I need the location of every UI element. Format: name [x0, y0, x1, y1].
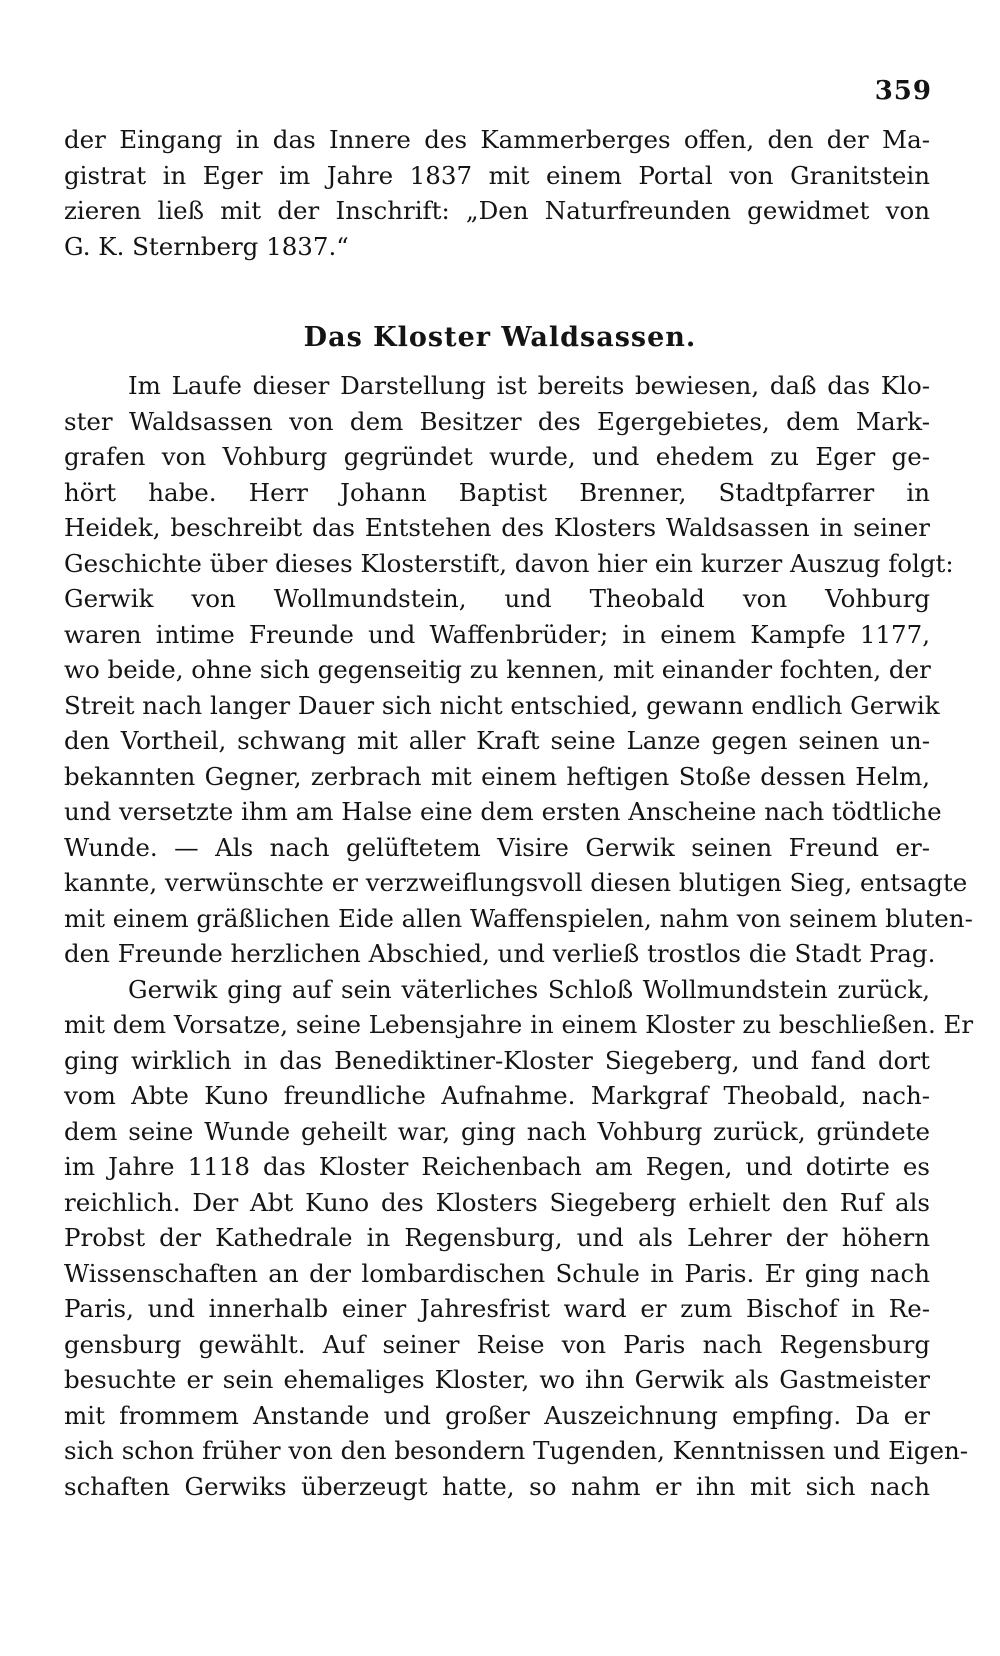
section-heading: Das Kloster Waldsassen.	[303, 322, 697, 353]
text-line: Probst der Kathedrale in Regensburg, und als Lehrer der höhern	[64, 1223, 930, 1252]
text-line: den Freunde herzlichen Abschied, und verließ trostlos die Stadt Prag.	[64, 939, 936, 968]
text-line: ster Waldsassen von dem Besitzer des Egergebietes, dem Mark-	[64, 406, 930, 436]
text-line: vom Abte Kuno freundliche Aufnahme. Markgraf Theobald, nach-	[64, 1081, 930, 1110]
text-line: Wunde. — Als nach gelüftetem Visire Gerwik seinen Freund er-	[64, 832, 930, 862]
text-line: mit einem gräßlichen Eide allen Waffenspielen, nahm von seinem bluten-	[64, 903, 973, 933]
text-line: Paris, und innerhalb einer Jahresfrist ward er zum Bischof in Re-	[64, 1294, 930, 1323]
text-line: Heidek, beschreibt das Entstehen des Klosters Waldsassen in seiner	[64, 513, 930, 542]
text-line: ging wirklich in das Benediktiner-Kloster Siegeberg, und fand dort	[64, 1045, 930, 1075]
text-line: grafen von Vohburg gegründet wurde, und ehedem zu Eger ge-	[64, 442, 930, 471]
text-line: der Eingang in das Innere des Kammerberges offen, den der Ma-	[64, 125, 930, 154]
text-line: Wissenschaften an der lombardischen Schule in Paris. Er ging nach	[64, 1258, 930, 1288]
text-line: G. K. Sternberg 1837.“	[64, 231, 349, 261]
text-line: dem seine Wunde geheilt war, ging nach Vohburg zurück, gründete	[64, 1116, 930, 1146]
text-line: schaften Gerwiks überzeugt hatte, so nahm er ihn mit sich nach	[64, 1471, 930, 1501]
text-line: wo beide, ohne sich gegenseitig zu kennen, mit einander fochten, der	[64, 655, 931, 684]
text-line: mit frommem Anstande und großer Auszeichnung empfing. Da er	[64, 1400, 930, 1430]
text-line: und versetzte ihm am Halse eine dem ersten Anscheine nach tödtliche	[64, 797, 942, 826]
text-line: im Jahre 1118 das Kloster Reichenbach am Regen, und dotirte es	[64, 1152, 930, 1181]
text-line: besuchte er sein ehemaliges Kloster, wo ihn Gerwik als Gastmeister	[64, 1365, 930, 1394]
text-line: hört habe. Herr Johann Baptist Brenner, Stadtpfarrer in	[64, 477, 930, 507]
text-line: zieren ließ mit der Inschrift: „Den Naturfreunden gewidmet von	[64, 196, 930, 225]
text-line: sich schon früher von den besondern Tugenden, Kenntnissen und Eigen-	[64, 1436, 969, 1465]
text-line: mit dem Vorsatze, seine Lebensjahre in einem Kloster zu beschließen. Er	[64, 1010, 974, 1039]
page-number: 359	[874, 76, 932, 106]
text-line: gistrat in Eger im Jahre 1837 mit einem Portal von Granitstein	[64, 160, 930, 190]
text-line: gensburg gewählt. Auf seiner Reise von Paris nach Regensburg	[64, 1329, 930, 1359]
text-line: kannte, verwünschte er verzweiflungsvoll diesen blutigen Sieg, entsagte	[64, 868, 968, 897]
body-text	[64, 368, 974, 1504]
text-line: reichlich. Der Abt Kuno des Klosters Siegeberg erhielt den Ruf als	[64, 1187, 930, 1217]
text-line: bekannten Gegner, zerbrach mit einem heftigen Stoße dessen Helm,	[64, 761, 930, 791]
text-line: Streit nach langer Dauer sich nicht entschied, gewann endlich Gerwik	[64, 690, 940, 720]
intro-paragraph	[64, 122, 930, 264]
text-line: Gerwik ging auf sein väterliches Schloß Wollmundstein zurück,	[128, 974, 930, 1004]
text-line: Gerwik von Wollmundstein, und Theobald von Vohburg	[64, 584, 930, 613]
text-line: waren intime Freunde und Waffenbrüder; in einem Kampfe 1177,	[64, 619, 930, 649]
text-line: Im Laufe dieser Darstellung ist bereits bewiesen, daß das Klo-	[128, 371, 930, 400]
text-line: Geschichte über dieses Klosterstift, davon hier ein kurzer Auszug folgt:	[64, 548, 954, 578]
text-line: den Vortheil, schwang mit aller Kraft seine Lanze gegen seinen un-	[64, 726, 930, 755]
